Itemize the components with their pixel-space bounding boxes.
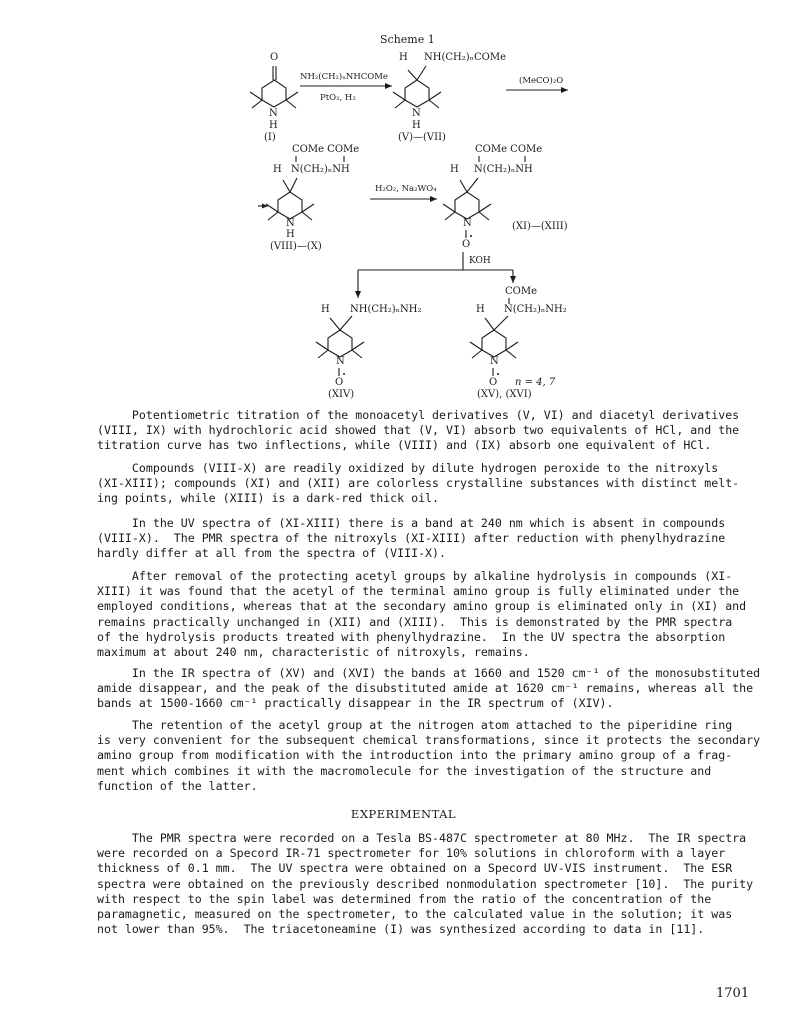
reaction-scheme <box>0 0 807 410</box>
c4-h-label: H <box>450 164 459 175</box>
c6-n-label: N <box>490 356 499 367</box>
c2-h-label: H <box>399 52 408 63</box>
compound-XIV <box>316 304 421 400</box>
c4-n-label: N <box>463 218 472 229</box>
c4-substituent: N(CH₂)ₙNH <box>474 164 533 175</box>
c2-nh-label: H <box>412 120 421 131</box>
c1-oxygen-label: O <box>270 52 279 63</box>
c1-n-label: N <box>269 108 278 119</box>
scheme-title: Scheme 1 <box>380 33 435 46</box>
c2-id: (V)—(VII) <box>398 132 446 143</box>
paragraph-retention: The retention of the acetyl group at the nitrogen atom attached to the piperidine ring is very convenient for the subsequent chemical transformations, since it protects the secondary amino group from modification with the introduction into the primary amino group of a frag- ment which combines it with the macromolecule for the investigation of the structure and function of the latter. <box>97 718 761 793</box>
c3-id: (VIII)—(X) <box>270 241 322 252</box>
compound-XI-XIII <box>443 144 568 250</box>
c3-nh-label: H <box>286 229 295 240</box>
c4-acyl-labels: COMe COMe <box>475 144 543 155</box>
c6-n-note: n = 4, 7 <box>515 377 556 388</box>
c6-substituent: N(CH₂)ₙNH₂ <box>504 304 567 315</box>
paragraph-uv-spectra: In the UV spectra of (XI-XIII) there is a band at 240 nm which is absent in compounds (VIII-X). The PMR spectra of the nitroxyls (XI-XIII) after reduction with phenylhydrazine hardly differ at all from the spectra of (VIII-X). <box>97 516 726 561</box>
paragraph-oxidation: Compounds (VIII-X) are readily oxidized by dilute hydrogen peroxide to the nitroxyls (XI-XIII); compounds (XI) and (XII) are colorless crystalline substances with distinct melt- ing points, while (XIII) is a dark-red thick oil. <box>97 461 740 506</box>
c6-acyl-label: COMe <box>505 286 538 297</box>
c6-h-label: H <box>476 304 485 315</box>
c3-n-label: N <box>286 218 295 229</box>
c2-substituent: NH(CH₂)ₙCOMe <box>424 52 506 63</box>
reagent-3: H₂O₂, Na₂WO₄ <box>375 184 437 194</box>
reagent-4: KOH <box>469 256 491 266</box>
compound-VIII-X <box>258 144 359 252</box>
c3-substituent: N(CH₂)ₙNH <box>291 164 350 175</box>
page-number: 1701 <box>716 986 750 1001</box>
paragraph-titration: Potentiometric titration of the monoacetyl derivatives (V, VI) and diacetyl derivatives (VIII, IX) with hydrochloric acid showed that (V, VI) absorb two equivalents of HCl, and the titration curve has two inflections, while (VIII) and (IX) absorb one equivalent of HCl. <box>97 408 740 453</box>
c5-o-label: O <box>335 377 344 388</box>
c2-n-label: N <box>412 108 421 119</box>
c5-h-label: H <box>321 304 330 315</box>
c3-h-label: H <box>273 164 282 175</box>
paragraph-experimental: The PMR spectra were recorded on a Tesla BS-487C spectrometer at 80 MHz. The IR spectra were recorded on a Specord IR-71 spectrometer for 10% solutions in chloroform with a layer thickness of 0.1 mm. The UV spectra were obtained on a Specord UV-VIS instrument. The ESR spectra were obtained on the previously described nonmodulation spectrometer [10]. The purity with respect to the spin label was determined from the ratio of the concentration of the paramagnetic, measured on the spectrometer, to the calculated value in the solution; it was not lower than 95%. The triacetoneamine (I) was synthesized according to data in [11]. <box>97 831 754 937</box>
compound-I <box>250 52 298 143</box>
experimental-heading: EXPERIMENTAL <box>350 807 457 821</box>
c6-id: (XV), (XVI) <box>477 389 532 400</box>
paragraph-hydrolysis: After removal of the protecting acetyl groups by alkaline hydrolysis in compounds (XI- XIII) it was found that the acetyl of the terminal amino group is fully eliminated under the employed conditions, whereas that at the secondary amino group is eliminated only in (XI) and remains practically unchanged in (XII) and (XIII). This is demonstrated by the PMR spectra of the hydrolysis products treated with phenylhydrazine. In the UV spectra the absorption maximum at about 240 nm, characteristic of nitroxyls, remains. <box>97 569 747 660</box>
compound-XV-XVI <box>470 286 567 400</box>
c5-n-label: N <box>336 356 345 367</box>
c1-h-label: H <box>269 120 278 131</box>
c4-id: (XI)—(XIII) <box>512 221 568 232</box>
paragraph-ir-spectra: In the IR spectra of (XV) and (XVI) the bands at 1660 and 1520 cm⁻¹ of the monosubstituted amide disappear, and the peak of the disubstituted amide at 1620 cm⁻¹ remains, whereas all the bands at 1500-1660 cm⁻¹ practically disappear in the IR spectrum of (XIV). <box>97 666 761 711</box>
c6-o-label: O <box>489 377 498 388</box>
reagent-2: (MeCO)₂O <box>519 76 564 86</box>
compound-V-VII <box>393 52 506 143</box>
reagent-1b: PtO₂, H₂ <box>320 93 356 103</box>
c1-id: (I) <box>264 132 276 143</box>
c4-o-label: O <box>462 239 471 250</box>
reagent-1: NH₂(CH₂)ₙNHCOMe <box>300 72 388 82</box>
c5-id: (XIV) <box>328 389 355 400</box>
c5-substituent: NH(CH₂)ₙNH₂ <box>350 304 422 315</box>
c3-acyl-labels: COMe COMe <box>292 144 360 155</box>
